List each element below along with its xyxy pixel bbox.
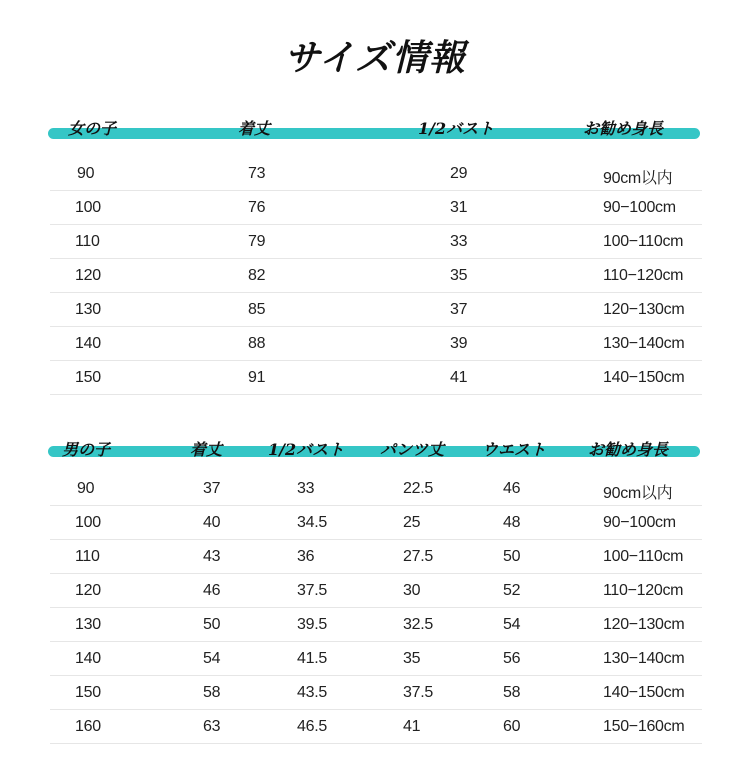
half-bust-cell: 33: [297, 480, 315, 497]
waist-cell: 50: [503, 548, 521, 565]
table-row: [0, 293, 750, 327]
boys-header-recommended-height: お勧め身長: [588, 440, 669, 459]
waist-cell: 48: [503, 514, 521, 531]
table-row: [0, 361, 750, 395]
length-cell: 82: [248, 267, 266, 284]
boys-header-type: 男の子: [62, 440, 111, 459]
half-bust-cell: 41.5: [297, 650, 327, 667]
half-bust-cell: 34.5: [297, 514, 327, 531]
pants-length-cell: 32.5: [403, 616, 433, 633]
girls-header-row: [0, 116, 750, 140]
waist-cell: 46: [503, 480, 521, 497]
length-cell: 88: [248, 335, 266, 352]
length-cell: 54: [203, 650, 221, 667]
size-cell: 90: [77, 165, 95, 182]
recommended-height-cell: 130−140cm: [603, 335, 685, 352]
boys-header-half-bust: 1/2バスト: [268, 440, 345, 459]
table-row: [0, 642, 750, 676]
size-cell: 140: [75, 650, 101, 667]
recommended-height-cell: 140−150cm: [603, 369, 685, 386]
waist-cell: 52: [503, 582, 521, 599]
pants-length-cell: 35: [403, 650, 421, 667]
recommended-height-cell: 110−120cm: [603, 582, 684, 599]
size-cell: 130: [75, 616, 101, 633]
recommended-height-cell: 130−140cm: [603, 650, 685, 667]
table-row: [0, 259, 750, 293]
waist-cell: 56: [503, 650, 521, 667]
half-bust-cell: 46.5: [297, 718, 327, 735]
waist-cell: 60: [503, 718, 521, 735]
girls-size-table: [0, 157, 750, 395]
size-cell: 160: [75, 718, 101, 735]
table-row: [0, 540, 750, 574]
pants-length-cell: 37.5: [403, 684, 433, 701]
table-row: [0, 191, 750, 225]
half-bust-cell: 37: [450, 301, 468, 318]
half-bust-cell: 29: [450, 165, 468, 182]
pants-length-cell: 22.5: [403, 480, 433, 497]
half-bust-cell: 35: [450, 267, 468, 284]
table-row: [0, 472, 750, 506]
length-cell: 63: [203, 718, 221, 735]
table-row: [0, 676, 750, 710]
half-bust-cell: 39.5: [297, 616, 327, 633]
recommended-height-cell: 90−100cm: [603, 514, 676, 531]
boys-size-table: [0, 472, 750, 744]
pants-length-cell: 25: [403, 514, 421, 531]
size-cell: 120: [75, 582, 101, 599]
page-title: サイズ情報: [283, 37, 467, 79]
half-bust-cell: 33: [450, 233, 468, 250]
length-cell: 79: [248, 233, 266, 250]
girls-header-type: 女の子: [68, 119, 117, 138]
size-cell: 100: [75, 514, 101, 531]
table-row: [0, 574, 750, 608]
length-cell: 43: [203, 548, 221, 565]
recommended-height-cell: 120−130cm: [603, 301, 685, 318]
half-bust-cell: 41: [450, 369, 468, 386]
table-row: [0, 608, 750, 642]
half-bust-cell: 31: [450, 199, 468, 216]
length-cell: 85: [248, 301, 266, 318]
recommended-height-cell: 120−130cm: [603, 616, 685, 633]
length-cell: 76: [248, 199, 266, 216]
size-cell: 150: [75, 684, 101, 701]
pants-length-cell: 41: [403, 718, 421, 735]
boys-header-waist: ウエスト: [482, 440, 547, 459]
recommended-height-cell: 150−160cm: [603, 718, 685, 735]
waist-cell: 54: [503, 616, 521, 633]
boys-header-length: 着丈: [190, 440, 223, 459]
table-row: [0, 710, 750, 744]
length-cell: 46: [203, 582, 221, 599]
table-row: [0, 327, 750, 361]
size-cell: 140: [75, 335, 101, 352]
size-cell: 150: [75, 369, 101, 386]
length-cell: 73: [248, 165, 266, 182]
length-cell: 37: [203, 480, 221, 497]
size-cell: 100: [75, 199, 101, 216]
size-cell: 120: [75, 267, 101, 284]
pants-length-cell: 30: [403, 582, 421, 599]
girls-header-half-bust: 1/2バスト: [418, 119, 495, 138]
size-cell: 130: [75, 301, 101, 318]
recommended-height-cell: 100−110cm: [603, 548, 684, 565]
half-bust-cell: 36: [297, 548, 315, 565]
half-bust-cell: 43.5: [297, 684, 327, 701]
boys-header-row: [0, 437, 750, 461]
size-cell: 110: [75, 548, 100, 565]
recommended-height-cell: 140−150cm: [603, 684, 685, 701]
recommended-height-cell: 90−100cm: [603, 199, 676, 216]
table-row: [0, 157, 750, 191]
length-cell: 58: [203, 684, 221, 701]
length-cell: 50: [203, 616, 221, 633]
recommended-height-cell: 90cm以内: [603, 485, 673, 502]
length-cell: 91: [248, 369, 266, 386]
pants-length-cell: 27.5: [403, 548, 433, 565]
boys-header-pants-length: パンツ丈: [380, 440, 445, 459]
size-cell: 110: [75, 233, 100, 250]
waist-cell: 58: [503, 684, 521, 701]
recommended-height-cell: 100−110cm: [603, 233, 684, 250]
recommended-height-cell: 110−120cm: [603, 267, 684, 284]
length-cell: 40: [203, 514, 221, 531]
half-bust-cell: 39: [450, 335, 468, 352]
recommended-height-cell: 90cm以内: [603, 170, 673, 187]
size-cell: 90: [77, 480, 95, 497]
table-row: [0, 506, 750, 540]
girls-header-length: 着丈: [238, 119, 271, 138]
half-bust-cell: 37.5: [297, 582, 327, 599]
table-row: [0, 225, 750, 259]
girls-header-recommended-height: お勧め身長: [583, 119, 664, 138]
